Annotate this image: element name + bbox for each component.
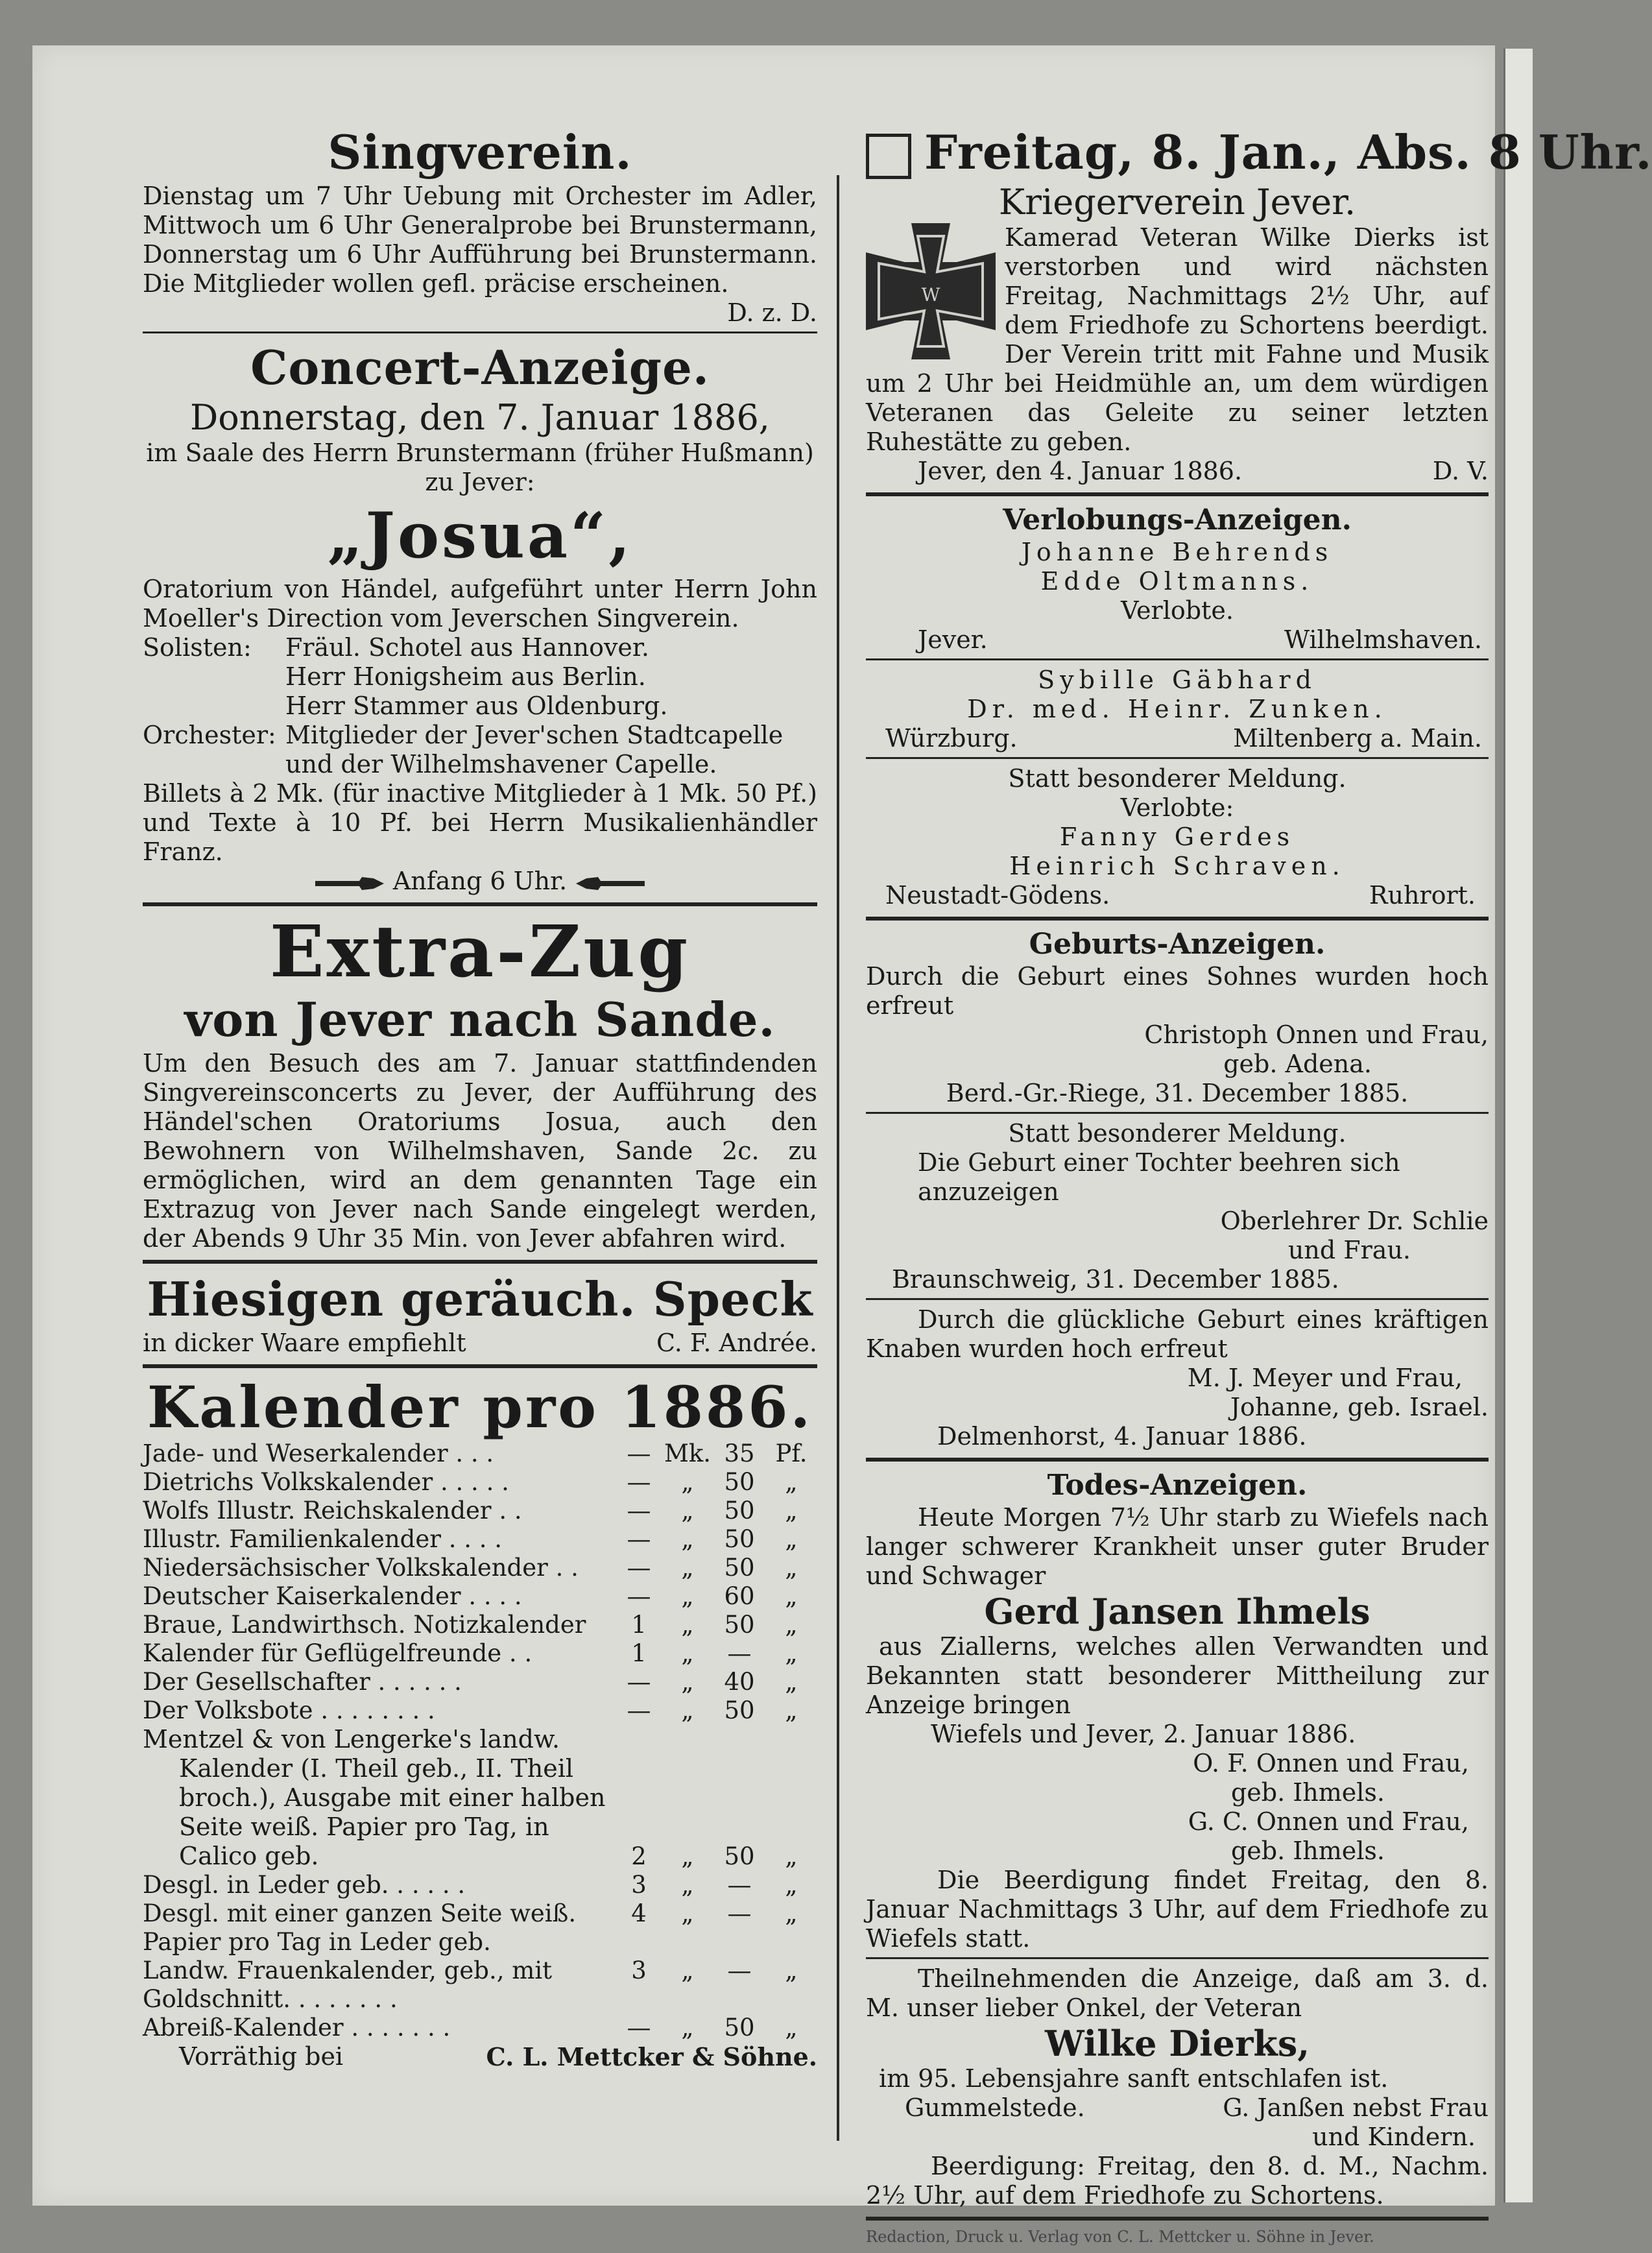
price-mk: — [627,1696,651,1724]
price-pf: 50 [724,1497,755,1524]
price-pf: 35 [724,1440,755,1467]
kalender-row [143,1696,817,1725]
verlobung-ad [866,503,1489,910]
kalender-vorraethig: Vorräthig bei [179,2042,344,2071]
kalender-row [143,1611,817,1639]
geburt-b0: Statt besonderer Meldung. [1008,1119,1347,1148]
price-unit: „ [785,1554,798,1582]
extrazug-text: Um den Besuch des am 7. Januar stattfindenden Singvereinsconcerts zu Jever, der Aufführung des Händel'schen Oratoriums Josua, auch den Bewohnern von Wilhelmshaven, Sande 2c. zu ermöglichen, wird an dem genannten Tage ein Extrazug von Jever nach Sande eingelegt werden, der Abends 9 Uhr 35 Min. von Jever abfahren wird. [143,1049,817,1253]
svg-text:W: W [921,284,940,306]
divider [143,331,817,333]
geburt-a1: Durch die Geburt eines Sohnes wurden hoch erfreut [866,962,1489,1020]
krieger-headline-line [866,123,1652,182]
geburt-a1b: Christoph Onnen und Frau, [1144,1020,1489,1049]
tod-a3: Wiefels und Jever, 2. Januar 1886. [931,1720,1356,1748]
price-mk: 3 [631,1871,647,1899]
speck-title: Hiesigen geräuch. Speck [147,1271,813,1327]
divider [866,1957,1489,1959]
tod-ad [866,1468,1489,2210]
price-unit: „ [785,1696,798,1724]
speck-sign: C. F. Andrée. [656,1329,817,1357]
orchester-line: und der Wilhelmshavener Capelle. [285,750,717,778]
concert-ad [143,339,817,896]
price-unit: „ [785,2014,798,2042]
tod-beerd: Die Beerdigung findet Freitag, den 8. Januar Nachmittags 3 Uhr, auf dem Friedhofe zu Wiefels statt. [866,1866,1489,1953]
geburt-a3: Berd.-Gr.-Riege, 31. December 1885. [946,1079,1409,1107]
kalender-row [143,1871,817,1899]
geburt-b1: Die Geburt einer Tochter beehren sich anzuzeigen [918,1148,1400,1206]
singverein-ad [143,123,817,328]
price-mk: 3 [631,1957,647,1984]
divider [866,1298,1489,1300]
verlobung-a4 [866,625,1489,655]
price-unit: „ [785,1468,798,1496]
divider [866,917,1489,921]
price-sep: „ [681,1639,694,1667]
kalender-name: Kalender für Geflügelfreunde . . [143,1639,533,1667]
singverein-text: Dienstag um 7 Uhr Uebung mit Orchester im Adler, Mittwoch um 6 Uhr Generalprobe bei Brunstermann, Donnerstag um 6 Uhr Aufführung bei Brunstermann. Die Mitglieder wollen gefl. präcise erscheinen. [143,182,817,298]
price-sep: „ [681,1611,694,1639]
kalender-row [143,1899,817,1957]
solist: Herr Honigsheim aus Berlin. [285,662,646,691]
tod-s4: geb. Ihmels. [1230,1837,1385,1865]
speck-ad [143,1270,817,1358]
orchester-block [143,721,817,779]
kalender-name: Deutscher Kaiserkalender . . . . [143,1582,522,1610]
place: Ruhrort. [1369,881,1476,910]
krieger-title: Kriegerverein Jever. [998,182,1356,223]
tod-b2: im 95. Lebensjahre sanft entschlafen ist. [879,2064,1389,2093]
tod-s1: O. F. Onnen und Frau, [1193,1749,1469,1777]
divider [143,1364,817,1368]
geburt-c3: Johanne, geb. Israel. [1230,1393,1489,1421]
price-pf: — [727,1639,752,1667]
tod-b5: Beerdigung: Freitag, den 8. d. M., Nachm. 2½ Uhr, auf dem Friedhofe zu Schortens. [866,2152,1489,2210]
geburt-b3: und Frau. [1287,1236,1411,1264]
left-column [143,123,817,2071]
place: Neustadt-Gödens. [885,881,1110,910]
price-pf: 50 [724,1525,755,1553]
verlobung-a1: Johanne Behrends [1021,538,1334,566]
extrazug-title: Extra-Zug [269,910,691,993]
price-pf: — [727,1957,752,1984]
price-mk: 1 [631,1611,647,1639]
geburt-b2: Oberlehrer Dr. Schlie [1220,1207,1489,1235]
price-pf: 50 [724,1696,755,1724]
concert-date: Donnerstag, den 7. Januar 1886, [190,397,770,438]
tod-b3 [866,2093,1489,2123]
price-unit: „ [785,1639,798,1667]
kalender-mentzel [143,1725,817,1871]
kalender-row [143,1497,817,1525]
price-unit: „ [785,1525,798,1553]
tod-name: Gerd Jansen Ihmels [984,1591,1371,1632]
kalender-name: Wolfs Illustr. Reichskalender . . [143,1497,522,1524]
price-sep: Mk. [664,1440,712,1467]
tod-title: Todes-Anzeigen. [1047,1469,1308,1502]
verlobung-c4 [866,881,1489,910]
divider [866,1458,1489,1462]
tod-bname: Wilke Dierks, [1044,2023,1310,2064]
price-sep: „ [681,1668,694,1696]
kalender-title: Kalender pro 1886. [147,1373,813,1441]
price-unit: „ [785,1899,798,1927]
iron-cross-icon [866,223,996,359]
kalender-name: Dietrichs Volkskalender . . . . . [143,1468,509,1496]
price-pf: 50 [724,1468,755,1496]
verlobung-c2: Fanny Gerdes [1059,823,1295,851]
kalender-row [143,1639,817,1668]
kalender-footer [143,2042,817,2071]
price-sep: „ [681,1554,694,1582]
tod-a2: aus Ziallerns, welches allen Verwandten und Bekannten statt besonderer Mittheilung zur Anzeige bringen [866,1632,1489,1719]
pointing-hand-left-icon [575,876,646,891]
orchester-line: Mitglieder der Jever'schen Stadtcapelle [285,721,784,749]
price-unit: „ [785,1611,798,1639]
place: Würzburg. [885,724,1018,753]
price-unit: „ [785,1957,798,1984]
tod-s3: G. C. Onnen und Frau, [1188,1807,1469,1836]
concert-anfang: Anfang 6 Uhr. [392,867,568,895]
krieger-sign: D. V. [1432,457,1489,485]
kalender-name: Illustr. Familienkalender . . . . [143,1525,503,1553]
kalender-name: Desgl. in Leder geb. . . . . . [143,1871,466,1899]
verlobung-title: Verlobungs-Anzeigen. [1003,503,1352,536]
krieger-place-date: Jever, den 4. Januar 1886. [918,457,1243,485]
place: Miltenberg a. Main. [1233,724,1482,753]
place: Jever. [918,625,988,654]
verlobung-b2: Dr. med. Heinr. Zunken. [967,695,1387,723]
kalender-row [143,1957,817,2014]
solist: Fräul. Schotel aus Hannover. [285,633,649,662]
kalender-name: Desgl. mit einer ganzen Seite weiß. Papier pro Tag in Leder geb. [143,1899,577,1956]
place: Gummelstede. [905,2093,1085,2122]
price-pf: 60 [724,1582,755,1610]
price-sep: „ [681,1696,694,1724]
tod-a1: Heute Morgen 7½ Uhr starb zu Wiefels nach langer schwerer Krankheit unser guter Bruder und Schwager [866,1503,1489,1590]
price-mk: — [627,2014,651,2042]
price-sep: „ [681,1582,694,1610]
price-mk: 2 [631,1842,647,1870]
divider [866,2217,1489,2221]
price-unit: Pf. [775,1440,808,1467]
concert-town: zu Jever: [425,468,535,496]
price-sep: „ [681,1899,694,1927]
divider [143,902,817,906]
kalender-row [143,1468,817,1497]
price-sep: „ [681,1468,694,1496]
solist: Herr Stammer aus Oldenburg. [285,692,668,720]
speck-text: in dicker Waare empfiehlt [143,1329,466,1357]
kalender-row [143,1525,817,1554]
price-unit: „ [785,1842,798,1870]
column-divider [837,175,839,2141]
geburt-b4: Braunschweig, 31. December 1885. [892,1265,1339,1294]
geburt-c4: Delmenhorst, 4. Januar 1886. [937,1422,1307,1451]
price-sep: „ [681,1497,694,1524]
verlobung-a2: Edde Oltmanns. [1040,567,1314,596]
price-sep: „ [681,1525,694,1553]
kalender-name: Niedersächsischer Volkskalender . . [143,1554,579,1582]
price-sep: „ [681,2014,694,2042]
price-mk: 1 [631,1639,647,1667]
price-mk: — [627,1440,651,1467]
solisten-label: Solisten: [143,633,252,662]
imprint: Redaction, Druck u. Verlag von C. L. Mettcker u. Söhne in Jever. [866,2228,1374,2246]
divider [143,1260,817,1264]
signers: G. Janßen nebst Frau [1223,2093,1489,2122]
price-mk: — [627,1554,651,1582]
geburt-ad [866,927,1489,1451]
price-pf: 50 [724,1842,755,1870]
price-mk: — [627,1468,651,1496]
price-mk: — [627,1668,651,1696]
kalender-name: Jade- und Weserkalender . . . [143,1440,494,1467]
price-mk: — [627,1582,651,1610]
concert-title: Concert-Anzeige. [250,340,710,395]
kalender-list-2 [143,1871,817,2042]
price-unit: „ [785,1582,798,1610]
geburt-c2: M. J. Meyer und Frau, [1187,1364,1463,1392]
price-pf: — [727,1899,752,1927]
kalender-name: Der Gesellschafter . . . . . . [143,1668,462,1696]
price-unit: „ [785,1668,798,1696]
krieger-text: Kamerad Veteran Wilke Dierks ist verstorben und wird nächsten Freitag, Nachmittags 2½ Uhr, auf dem Friedhofe zu Schortens beerdigt. Der Verein tritt mit Fahne und Musik um 2 Uhr bei Heidmühle an, um dem würdigen Veteranen das Geleite zu seiner letzten Ruhestätte zu geben. [866,223,1489,456]
mentzel-text: Mentzel & von Lengerke's landw. Kalender (I. Theil geb., II. Theil broch.), Ausgabe mit einer halben Seite weiß. Papier pro Tag, in Calico geb. [143,1725,606,1870]
geburt-c1: Durch die glückliche Geburt eines kräftigen Knaben wurden hoch erfreut [866,1305,1489,1363]
price-pf: — [727,1871,752,1899]
price-unit: „ [785,1497,798,1524]
pointing-hand-right-icon [314,876,385,891]
krieger-headline: Freitag, 8. Jan., Abs. 8 Uhr. [924,125,1652,180]
concert-anfang-line [143,867,817,896]
concert-work: „Josua“, [327,499,633,572]
kalender-row [143,1668,817,1696]
verlobung-c1: Verlobte: [1120,793,1234,822]
concert-billets: Billets à 2 Mk. (für inactive Mitglieder à 1 Mk. 50 Pf.) und Texte à 10 Pf. bei Herrn Musikalienhändler Franz. [143,779,817,866]
price-pf: 50 [724,1611,755,1639]
kalender-name: Landw. Frauenkalender, geb., mit Goldschnitt. . . . . . . . [143,1957,553,2013]
concert-place: im Saale des Herrn Brunstermann (früher Hußmann) [146,439,814,467]
price-mk: — [627,1525,651,1553]
price-mk: 4 [631,1899,647,1927]
price-pf: 50 [724,1554,755,1582]
page-edge [1503,49,1533,2202]
extrazug-ad [143,910,817,1253]
price-pf: 50 [724,2014,755,2042]
price-sep: „ [681,1842,694,1870]
divider [866,1112,1489,1114]
kalender-sign: C. L. Mettcker & Söhne. [486,2042,817,2071]
kalender-row [143,1440,817,1468]
tod-b1: Theilnehmenden die Anzeige, daß am 3. d. M. unser lieber Onkel, der Veteran [866,1964,1489,2022]
speck-line [143,1329,817,1358]
kalender-name: Braue, Landwirthsch. Notizkalender [143,1611,586,1639]
box-icon [866,134,911,179]
price-mk: — [627,1497,651,1524]
price-unit: „ [785,1871,798,1899]
verlobung-b1: Sybille Gäbhard [1038,666,1317,694]
kalender-ad [143,1375,817,2071]
concert-desc: Oratorium von Händel, aufgeführt unter Herrn John Moeller's Direction vom Jeverschen Singverein. [143,575,817,633]
kalender-name: Abreiß-Kalender . . . . . . . [143,2014,451,2042]
price-sep: „ [681,1871,694,1899]
kalender-row [143,1554,817,1582]
krieger-footer [866,457,1489,486]
tod-s2: geb. Ihmels. [1230,1778,1385,1807]
price-pf: 40 [724,1668,755,1696]
verlobung-a3: Verlobte. [1121,596,1234,625]
singverein-sign: D. z. D. [727,298,817,327]
divider [866,658,1489,660]
kalender-name: Der Volksbote . . . . . . . . [143,1696,435,1724]
geburt-title: Geburts-Anzeigen. [1029,928,1326,961]
place: Wilhelmshaven. [1284,625,1482,654]
divider [866,757,1489,759]
kalender-row [143,1582,817,1611]
geburt-a2: geb. Adena. [1223,1050,1372,1078]
singverein-title: Singverein. [328,125,632,180]
verlobung-b3 [866,724,1489,753]
divider [866,492,1489,496]
tod-b4: und Kindern. [1312,2123,1476,2151]
right-column [866,123,1652,2247]
kalender-list [143,1440,817,1725]
extrazug-subtitle: von Jever nach Sande. [184,992,776,1047]
orchester-label: Orchester: [143,721,276,749]
kalender-row [143,2014,817,2042]
price-sep: „ [681,1957,694,1984]
verlobung-c3: Heinrich Schraven. [1009,852,1345,880]
solisten-block [143,633,817,721]
krieger-ad [866,123,1652,486]
verlobung-c0: Statt besonderer Meldung. [1008,764,1347,793]
